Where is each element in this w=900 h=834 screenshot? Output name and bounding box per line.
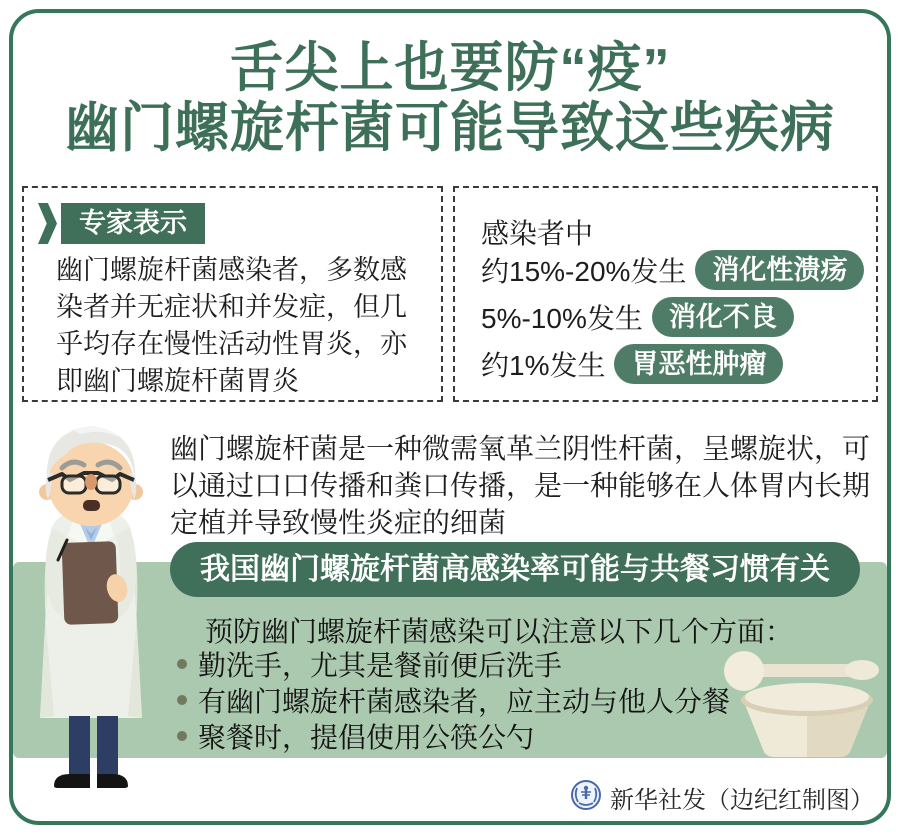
key-message-banner: 我国幽门螺旋杆菌高感染率可能与共餐习惯有关 xyxy=(170,542,860,597)
infection-rate-text: 约1%发生 xyxy=(481,350,606,381)
expert-statement-text: 幽门螺旋杆菌感染者，多数感染者并无症状和并发症，但几乎均存在慢性活动性胃炎，亦即幽门螺旋杆菌胃炎 xyxy=(56,255,407,396)
bacteria-description: 幽门螺旋杆菌是一种微需氧革兰阴性杆菌，呈螺旋状，可以通过口口传播和粪口传播，是一种能够在人体胃内长期定植并导致慢性炎症的细菌 xyxy=(170,433,871,538)
prevention-item-text: 有幽门螺旋杆菌感染者，应主动与他人分餐 xyxy=(198,685,731,717)
prevention-item-text: 聚餐时，提倡使用公筷公勺 xyxy=(198,721,535,753)
credit-text: 新华社发（边纪红制图） xyxy=(610,786,874,814)
infection-heading: 感染者中 xyxy=(481,218,594,249)
prevention-heading: 预防幽门螺旋杆菌感染可以注意以下几个方面： xyxy=(205,616,794,647)
prevention-list xyxy=(177,646,730,753)
list-item xyxy=(177,682,730,717)
bullet-dot-icon xyxy=(177,731,187,741)
disease-tag: 消化不良 xyxy=(652,297,794,337)
footer-credit xyxy=(570,779,874,815)
bullet-dot-icon xyxy=(177,659,187,669)
expert-label-ribbon xyxy=(38,203,205,244)
expert-label: 专家表示 xyxy=(61,203,205,244)
prevention-item-text: 勤洗手，尤其是餐前便后洗手 xyxy=(198,649,563,681)
list-item xyxy=(177,646,730,681)
infection-rate-text: 5%-10%发生 xyxy=(481,303,643,334)
infection-row xyxy=(481,297,864,337)
infection-rows xyxy=(481,250,864,384)
infection-rate-text: 约15%-20%发生 xyxy=(481,256,687,287)
ribbon-chevron-icon xyxy=(38,203,57,244)
infection-stats-box xyxy=(453,186,878,402)
doctor-illustration xyxy=(20,416,162,797)
bullet-dot-icon xyxy=(177,695,187,705)
page-title xyxy=(0,38,900,158)
xinhua-logo-icon xyxy=(570,779,602,816)
page-title-line2: 幽门螺旋杆菌可能导致这些疾病 xyxy=(65,98,835,158)
disease-tag: 消化性溃疡 xyxy=(695,250,864,290)
disease-tag: 胃恶性肿瘤 xyxy=(614,344,783,384)
list-item xyxy=(177,718,730,753)
bowl-spoon-illustration xyxy=(722,642,882,767)
page-title-line1: 舌尖上也要防“疫” xyxy=(229,38,671,98)
infection-row xyxy=(481,344,864,384)
expert-statement-box xyxy=(22,186,443,402)
infection-row xyxy=(481,250,864,290)
